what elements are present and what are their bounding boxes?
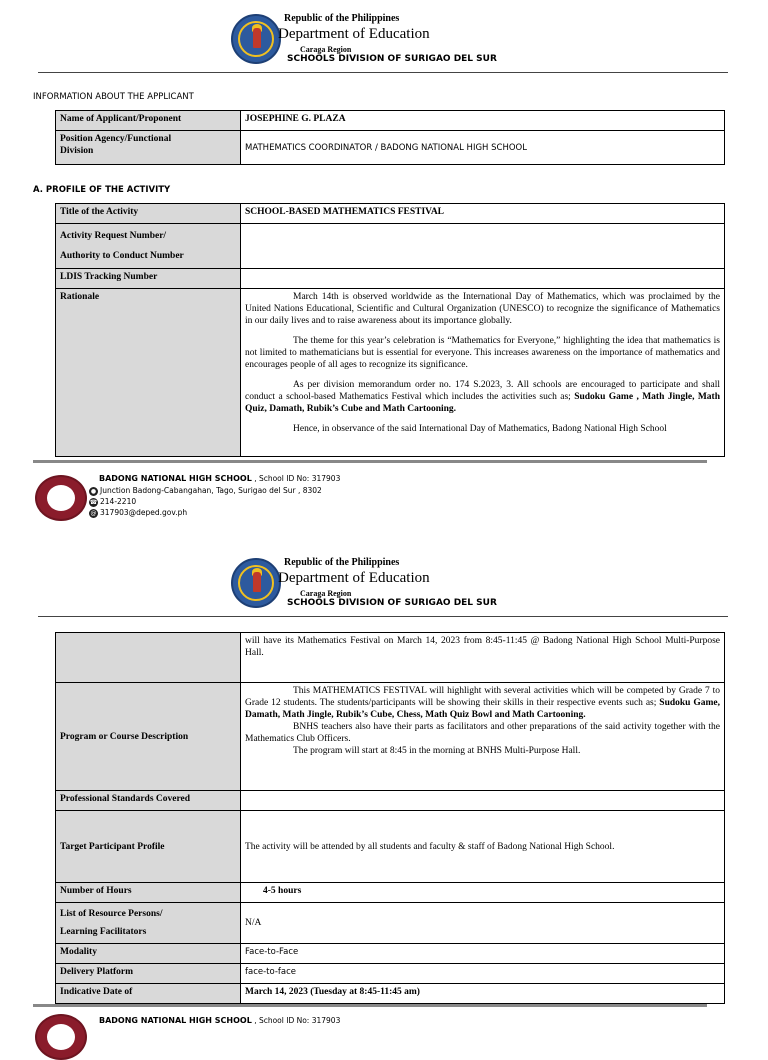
footer-address: Junction Badong-Cabangahan, Tago, Surigao del Sur , 8302	[100, 486, 322, 495]
program-p3: The program will start at 8:45 in the morning at BNHS Multi-Purpose Hall.	[293, 746, 581, 756]
request-label-2: Authority to Conduct Number	[60, 251, 184, 261]
ldis-value	[241, 269, 725, 289]
header-rule	[38, 72, 728, 73]
footer-phone: 214-2210	[100, 497, 137, 506]
school-seal	[35, 475, 87, 521]
title-label: Title of the Activity	[56, 204, 241, 224]
location-icon: ●	[90, 487, 97, 495]
republic-text: Republic of the Philippines	[284, 13, 400, 24]
rationale-p3a: As per division memorandum order no. 174 S.2023, 3. All schools are encouraged to participate and shall conduct a school-based Mathematics Festival which includes the activities such as;	[245, 380, 720, 402]
rationale-p2: The theme for this year’s celebration is “Mathematics for Everyone,” highlighting the idea that mathematics is not limited to mathematicians but is essential for everyone. This increases awareness on the importance of mathematics and encourages people of all ages to recognize its significance.	[245, 336, 720, 370]
deped-seal	[231, 14, 281, 64]
program-p1b: Sudoku Game, Damath, Math Jingle, Rubik’s Cube, Chess, Math Quiz Bowl and Math Cartooning.	[245, 698, 721, 720]
name-label: Name of Applicant/Proponent	[56, 111, 241, 131]
program-value	[241, 683, 725, 791]
resource-value: N/A	[241, 903, 725, 944]
standards-value	[241, 791, 725, 811]
standards-label: Professional Standards Covered	[56, 791, 241, 811]
footer-school-id: , School ID No: 317903	[254, 474, 341, 483]
platform-value: face-to-face	[241, 964, 725, 984]
request-label-1: Activity Request Number/	[60, 231, 167, 241]
target-value: The activity will be attended by all students and faculty & staff of Badong National High School.	[241, 811, 725, 883]
profile-table	[55, 203, 725, 457]
deped-seal-2	[231, 558, 281, 608]
footer-email: 317903@deped.gov.ph	[100, 508, 188, 517]
title-value: SCHOOL-BASED MATHEMATICS FESTIVAL	[241, 204, 725, 224]
modality-label: Modality	[56, 944, 241, 964]
department-title: Department of Education	[278, 26, 430, 42]
hours-value: 4-5 hours	[241, 883, 725, 903]
continued-value: will have its Mathematics Festival on March 14, 2023 from 8:45-11:45 @ Badong National High School Multi-Purpose Hall.	[241, 633, 725, 683]
division-text: SCHOOLS DIVISION OF SURIGAO DEL SUR	[287, 54, 497, 64]
phone-icon: ☎	[89, 498, 98, 506]
footer-phone-line	[89, 497, 136, 507]
ldis-label: LDIS Tracking Number	[56, 269, 241, 289]
republic-text-2: Republic of the Philippines	[284, 557, 400, 568]
profile-section-title: A. PROFILE OF THE ACTIVITY	[33, 185, 171, 195]
hours-label: Number of Hours	[56, 883, 241, 903]
applicant-table	[55, 110, 725, 165]
footer-email-line	[89, 508, 187, 518]
region-text: Caraga Region	[300, 45, 352, 54]
resource-label-2: Learning Facilitators	[60, 927, 147, 937]
region-text-2: Caraga Region	[300, 589, 352, 598]
footer-address-line	[89, 486, 322, 496]
footer-rule	[33, 460, 707, 463]
program-p1a: This MATHEMATICS FESTIVAL will highlight with several activities which will be competed by Grade 7 to Grade 12 students. The students/participants will be showing their skills in their respective events such as;	[245, 686, 720, 708]
applicant-section-title: INFORMATION ABOUT THE APPLICANT	[33, 92, 194, 102]
continued-label	[56, 633, 241, 683]
position-label-2: Division	[60, 146, 94, 156]
footer-school-name: BADONG NATIONAL HIGH SCHOOL	[99, 474, 252, 483]
school-seal-2	[35, 1014, 87, 1060]
program-p2: BNHS teachers also have their parts as facilitators and other preparations of the said activity together with the Mathematics Club Officers.	[245, 722, 720, 744]
division-text-2: SCHOOLS DIVISION OF SURIGAO DEL SUR	[287, 598, 497, 608]
footer-rule-2	[33, 1004, 707, 1007]
profile-table-continued	[55, 632, 725, 1004]
rationale-label: Rationale	[56, 289, 241, 457]
rationale-p4: Hence, in observance of the said International Day of Mathematics, Badong National High School	[293, 424, 667, 434]
footer-school-name-2: BADONG NATIONAL HIGH SCHOOL	[99, 1016, 252, 1025]
name-value: JOSEPHINE G. PLAZA	[241, 111, 725, 131]
header-rule-2	[38, 616, 728, 617]
footer-school-id-2: , School ID No: 317903	[254, 1016, 341, 1025]
footer-school-line	[99, 474, 340, 483]
platform-label: Delivery Platform	[56, 964, 241, 984]
email-icon: @	[90, 509, 97, 517]
program-label: Program or Course Description	[56, 683, 241, 791]
date-value: March 14, 2023 (Tuesday at 8:45-11:45 am)	[241, 984, 725, 1004]
date-label: Indicative Date of	[56, 984, 241, 1004]
position-label-1: Position Agency/Functional	[60, 134, 172, 144]
request-value	[241, 224, 725, 269]
target-label: Target Participant Profile	[56, 811, 241, 883]
rationale-p1: March 14th is observed worldwide as the International Day of Mathematics, which was proclaimed by the United Nations Educational, Scientific and Cultural Organization (UNESCO) to recognize the significance of Mathematics in our daily lives and to raise awareness about its importance globally.	[245, 292, 720, 326]
rationale-value	[241, 289, 725, 457]
resource-label-1: List of Resource Persons/	[60, 909, 163, 919]
rationale-p3b: Sudoku Game , Math Jingle, Math Quiz, Damath, Rubik’s Cube and Math Cartooning.	[245, 392, 721, 414]
modality-value: Face-to-Face	[241, 944, 725, 964]
position-value: MATHEMATICS COORDINATOR / BADONG NATIONAL HIGH SCHOOL	[241, 131, 725, 165]
department-title-2: Department of Education	[278, 570, 430, 586]
